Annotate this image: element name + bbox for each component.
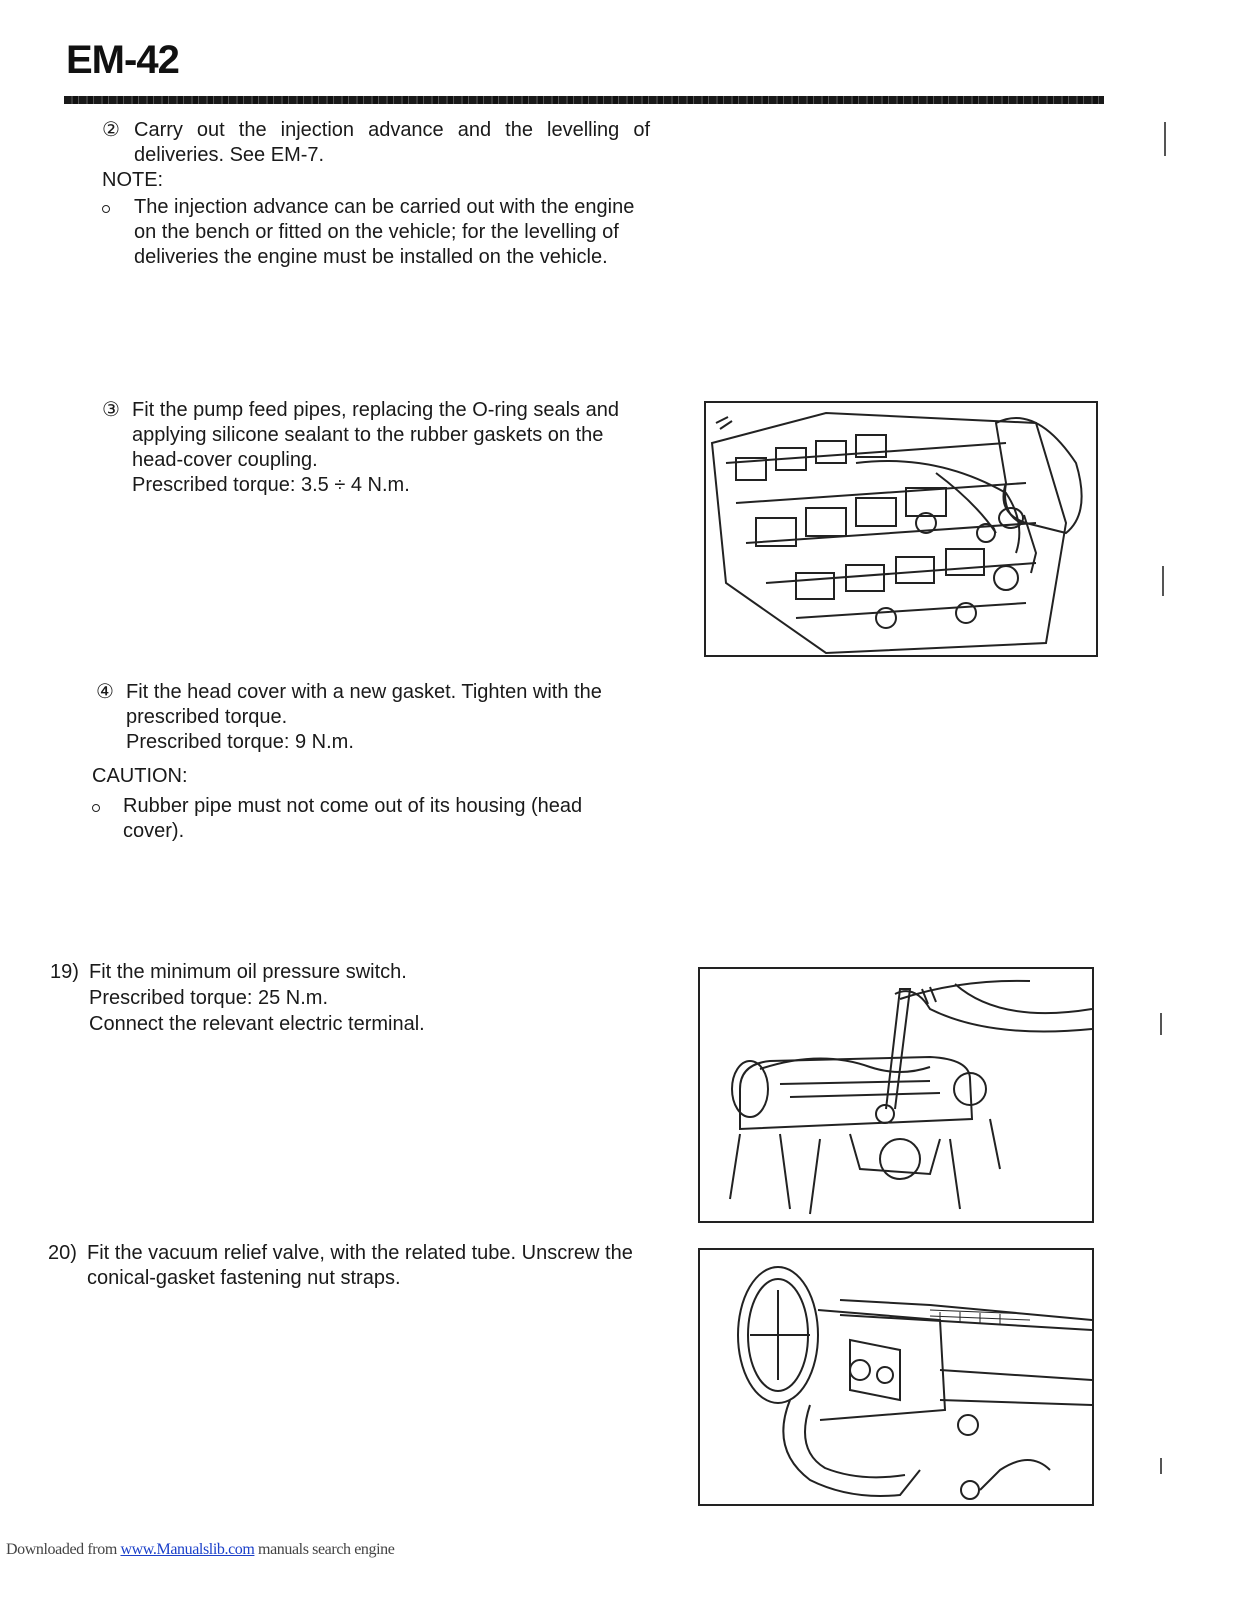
step-3 [102,398,647,473]
step-3-torque: Prescribed torque: 3.5 ÷ 4 N.m. [132,474,410,496]
footer-suffix: manuals search engine [254,1541,395,1558]
step-4-torque: Prescribed torque: 9 N.m. [126,731,354,753]
step-20-text: Fit the vacuum relief valve, with the related tube. Unscrew the conical-gasket fastening nut straps. [87,1242,633,1289]
caution-item [92,794,640,844]
step-4-text: Fit the head cover with a new gasket. Tighten with the prescribed torque. [126,681,602,728]
step-19-line3: Connect the relevant electric terminal. [89,1013,425,1035]
note-item [102,195,650,270]
step-20-number: 20) [48,1242,77,1264]
figure-vacuum-relief-valve [698,1248,1094,1506]
note-text: The injection advance can be carried out with the engine on the bench or fitted on the vehicle; for the levelling of deliveries the engine must be installed on the vehicle. [134,196,635,268]
step-2 [102,118,650,168]
step-19-number: 19) [50,961,79,983]
engine-head-illustration [706,403,1096,655]
step-2-marker: ② [102,119,120,141]
scan-artifact [1160,1458,1162,1474]
note-label: NOTE: [102,169,164,191]
figure-oil-pressure-switch [698,967,1094,1223]
step-3-text: Fit the pump feed pipes, replacing the O-ring seals and applying silicone sealant to the rubber gaskets on the head-cover coupling. [132,399,619,471]
header-rule [64,96,1104,104]
oil-switch-illustration [700,969,1092,1221]
step-19-line1: Fit the minimum oil pressure switch. [89,961,407,983]
step-19-torque: Prescribed torque: 25 N.m. [89,987,328,1009]
step-3-marker: ③ [102,399,120,421]
vacuum-valve-illustration [700,1250,1092,1504]
caution-text: Rubber pipe must not come out of its housing (head cover). [123,795,583,842]
step-2-text: Carry out the injection advance and the levelling of deliveries. See EM-7. [134,119,650,166]
figure-pump-feed-pipes [704,401,1098,657]
step-4 [96,680,641,730]
scan-artifact [1164,122,1166,156]
step-4-marker: ④ [96,681,114,703]
bullet-icon [102,205,110,213]
page-number: EM-42 [66,38,179,82]
caution-label: CAUTION: [92,765,188,787]
bullet-icon [92,804,100,812]
footer [6,1541,394,1559]
scan-artifact [1160,1013,1162,1035]
scan-artifact [1162,566,1164,596]
footer-prefix: Downloaded from [6,1541,121,1558]
manualslib-link[interactable]: www.Manualslib.com [120,1541,255,1558]
